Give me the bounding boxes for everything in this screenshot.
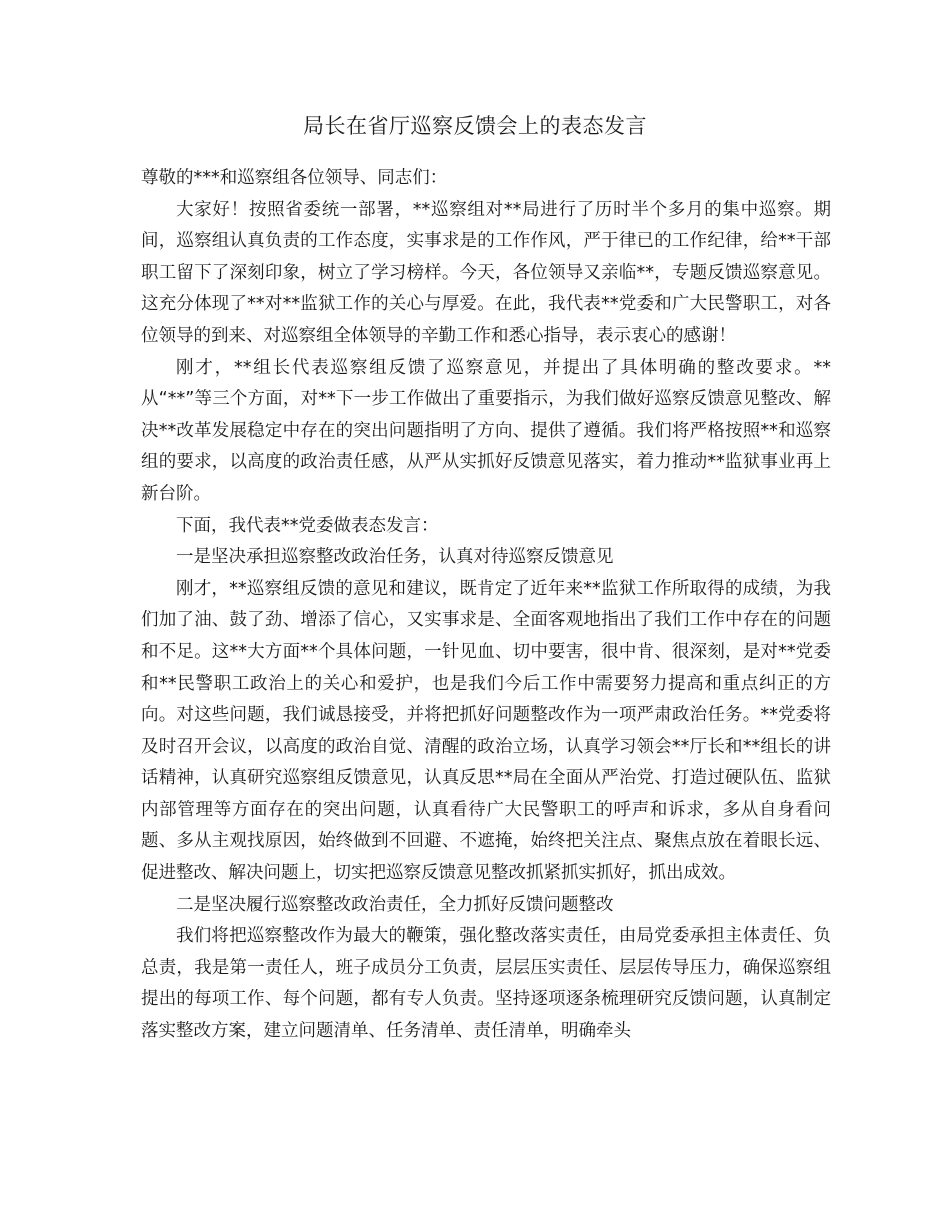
- paragraph-opening: 大家好！按照省委统一部署，**巡察组对**局进行了历时半个多月的集中巡察。期间，巡察组认真负责的工作态度，实事求是的工作作风，严于律已的工作纪律，给**干部职工留下了深刻印象，树立了学习榜样。今天，各位领导又亲临**，专题反馈巡察意见。这充分体现了**对**监狱工作的关心与厚爱。在此，我代表**党委和广大民警职工，对各位领导的到来、对巡察组全体领导的辛勤工作和悉心指导，表示衷心的感谢！: [141, 199, 831, 346]
- paragraph-section-1: 刚才，**巡察组反馈的意见和建议，既肯定了近年来**监狱工作所取得的成绩，为我们加了油、鼓了劲、增添了信心，又实事求是、全面客观地指出了我们工作中存在的问题和不足。这**大方面**个具体问题，一针见血、切中要害，很中肯、很深刻，是对**党委和**民警职工政治上的关心和爱护，也是我们今后工作中需要努力提高和重点纠正的方向。对这些问题，我们诚恳接受，并将把抓好问题整改作为一项严肃政治任务。**党委将及时召开会议，以高度的政治自觉、清醒的政治立场，认真学习领会**厅长和**组长的讲话精神，认真研究巡察组反馈意见，认真反思**局在全面从严治党、打造过硬队伍、监狱内部管理等方面存在的突出问题，认真看待广大民警职工的呼声和诉求，多从自身看问题、多从主观找原因，始终做到不回避、不遮掩，始终把关注点、聚焦点放在着眼长远、促进整改、解决问题上，切实把巡察反馈意见整改抓紧抓实抓好，抓出成效。: [141, 578, 831, 884]
- paragraph-intro-statement: 下面，我代表**党委做表态发言：: [176, 515, 439, 536]
- section-heading-1: 一是坚决承担巡察整改政治任务，认真对待巡察反馈意见: [176, 547, 614, 568]
- document-body: [141, 163, 831, 1048]
- section-heading-2: 二是坚决履行巡察整改政治责任，全力抓好反馈问题整改: [176, 894, 614, 915]
- paragraph-feedback: 刚才，**组长代表巡察组反馈了巡察意见，并提出了具体明确的整改要求。**从“**”等三个方面，对**下一步工作做出了重要指示，为我们做好巡察反馈意见整改、解决**改革发展稳定中存在的突出问题指明了方向、提供了遵循。我们将严格按照**和巡察组的要求，以高度的政治责任感，从严从实抓好反馈意见落实，着力推动**监狱事业再上新台阶。: [141, 357, 831, 504]
- paragraph-section-2: 我们将把巡察整改作为最大的鞭策，强化整改落实责任，由局党委承担主体责任、负总责，我是第一责任人，班子成员分工负责，层层压实责任、层层传导压力，确保巡察组提出的每项工作、每个问题，都有专人负责。坚持逐项逐条梳理研究反馈问题，认真制定落实整改方案，建立问题清单、任务清单、责任清单，明确牵头: [141, 926, 831, 1042]
- greeting: 尊敬的***和巡察组各位领导、同志们：: [141, 168, 448, 188]
- document-title: 局长在省厅巡察反馈会上的表态发言: [303, 114, 647, 138]
